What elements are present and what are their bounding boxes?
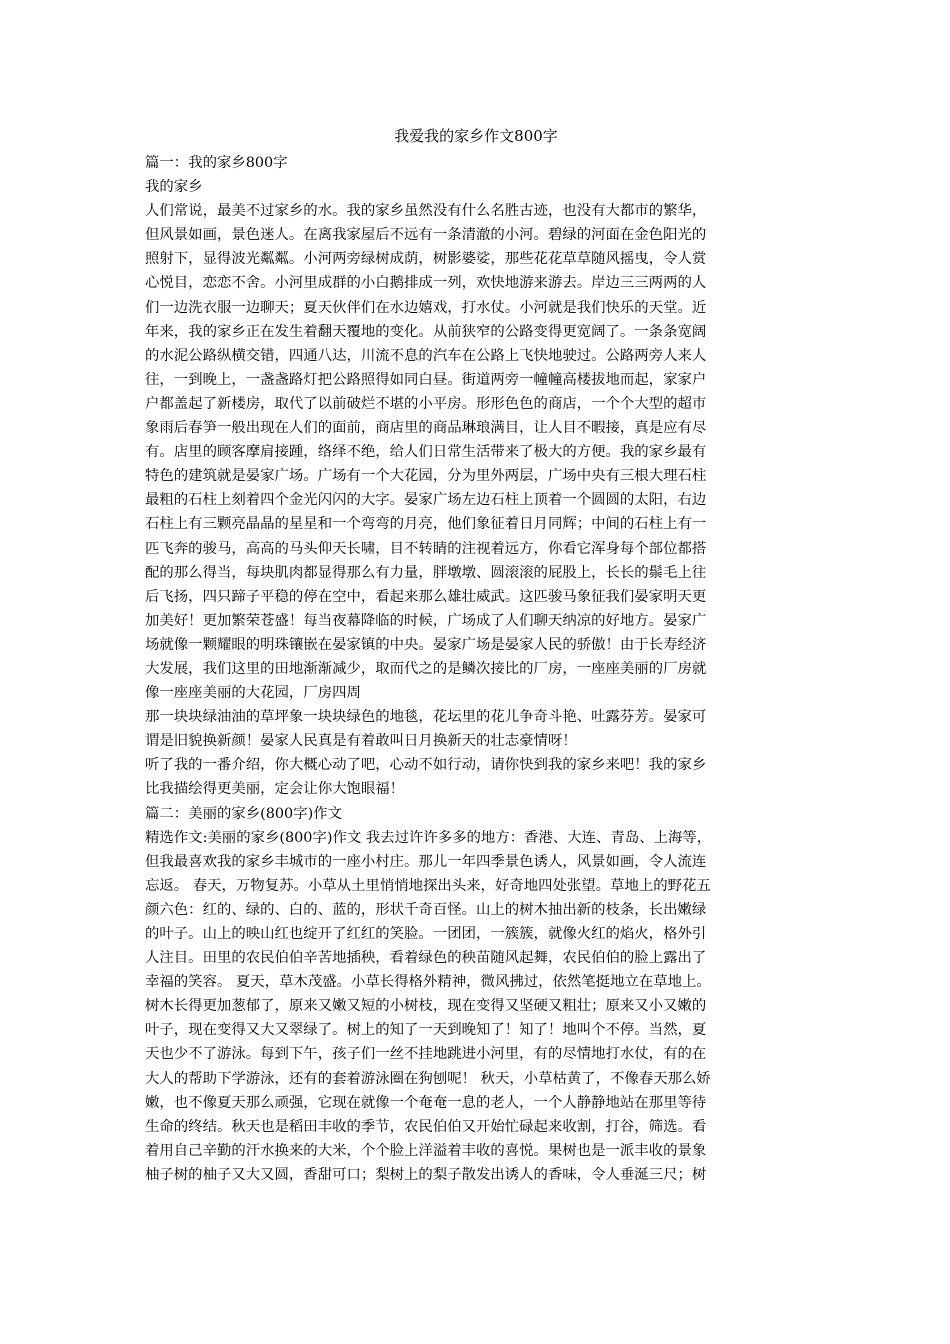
text-line: 人注目。田里的农民伯伯辛苦地插秧，看着绿色的秧苗随风起舞，农民伯伯的脸上露出了 [145, 950, 707, 967]
text-line: 有。店里的顾客摩肩接踵，络绎不绝，给人们日常生活带来了极大的方便。我的家乡最有 [145, 444, 707, 461]
text-line: 户都盖起了新楼房，取代了以前破烂不堪的小平房。形形色色的商店，一个个大型的超市 [145, 395, 707, 412]
text-line: 篇二：美丽的家乡(800字)作文 [145, 805, 342, 822]
text-line: 往，一到晚上，一盏盏路灯把公路照得如同白昼。街道两旁一幢幢高楼拔地而起，家家户 [145, 371, 707, 388]
text-line: 的叶子。山上的映山红也绽开了红红的笑脸。一团团，一簇簇，就像火红的焰火，格外引 [145, 926, 707, 942]
text-line: 树木长得更加葱郁了，原来又嫩又短的小树枝，现在变得又坚硬又粗壮；原来又小又嫩的 [145, 998, 707, 1015]
text-line: 后飞扬，四只蹄子平稳的停在空中，看起来那么雄壮威武。这匹骏马象征我们晏家明天更 [145, 588, 707, 605]
text-line: 但风景如画，景色迷人。在离我家屋后不远有一条清澈的小河。碧绿的河面在金色阳光的 [145, 227, 707, 244]
text-line: 幸福的笑容。 夏天，草木茂盛。小草长得格外精神，微风拂过，依然笔挺地立在草地上。 [145, 974, 711, 991]
text-line: 叶子，现在变得又大又翠绿了。树上的知了一天到晚知了！知了！地叫个不停。当然，夏 [145, 1022, 707, 1039]
text-line: 们一边洗衣服一边聊天；夏天伙伴们在水边嬉戏，打水仗。小河就是我们快乐的天堂。近 [145, 299, 707, 316]
text-line: 石柱上有三颗亮晶晶的星星和一个弯弯的月亮，他们象征着日月同辉；中间的石柱上有一 [145, 516, 707, 533]
text-line: 颜六色：红的、绿的、白的、蓝的，形状千奇百怪。山上的树木抽出新的枝条，长出嫩绿 [145, 901, 707, 918]
text-line: 嫩，也不像夏天那么顽强，它现在就像一个奄奄一息的老人，一个人静静地站在那里等待 [145, 1094, 707, 1111]
text-line: 但我最喜欢我的家乡丰城市的一座小村庄。那儿一年四季景色诱人，风景如画，令人流连 [145, 853, 707, 870]
text-line: 忘返。 春天，万物复苏。小草从土里悄悄地探出头来，好奇地四处张望。草地上的野花五 [145, 877, 711, 894]
text-line: 场就像一颗耀眼的明珠镶嵌在晏家镇的中央。晏家广场是晏家人民的骄傲！由于长寿经济 [145, 636, 707, 653]
text-line: 象雨后春笋一般出现在人们的面前，商店里的商品琳琅满目，让人目不暇接，真是应有尽 [145, 420, 707, 437]
text-line: 比我描绘得更美丽，定会让你大饱眼福！ [145, 781, 405, 798]
text-line: 心悦目，恋恋不舍。小河里成群的小白鹅排成一列，欢快地游来游去。岸边三三两两的人 [145, 275, 707, 292]
text-line: 像一座座美丽的大花园，厂房四周 [145, 685, 361, 702]
text-line: 精选作文:美丽的家乡(800字)作文 我去过许许多多的地方：香港、大连、青岛、上海等， [145, 829, 712, 846]
text-line: 那一块块绿油油的草坪象一块块绿色的地毯，花坛里的花儿争奇斗艳、吐露芬芳。晏家可 [145, 709, 707, 726]
text-line: 听了我的一番介绍，你大概心动了吧，心动不如行动，请你快到我的家乡来吧！我的家乡 [145, 757, 707, 774]
text-line: 年来，我的家乡正在发生着翻天覆地的变化。从前狭窄的公路变得更宽阔了。一条条宽阔 [145, 323, 707, 340]
text-line: 加美好！更加繁荣苍盛！每当夜幕降临的时候，广场成了人们聊天纳凉的好地方。晏家广 [145, 612, 707, 629]
text-line: 照射下，显得波光粼粼。小河两旁绿树成荫，树影婆娑，那些花花草草随风摇曳，令人赏 [145, 251, 707, 268]
text-line: 人们常说，最美不过家乡的水。我的家乡虽然没有什么名胜古迹，也没有大都市的繁华， [145, 203, 707, 220]
document-body [145, 151, 807, 1187]
text-line: 篇一：我的家乡800字 [145, 155, 288, 171]
text-line: 配的那么得当，每块肌肉都显得那么有力量，胖墩墩、圆滚滚的屁股上，长长的鬃毛上往 [145, 564, 707, 581]
text-line: 天也少不了游泳。每到下午，孩子们一丝不挂地跳进小河里，有的尽情地打水仗，有的在 [145, 1046, 707, 1063]
text-line: 特色的建筑就是晏家广场。广场有一个大花园，分为里外两层，广场中央有三根大理石柱 [145, 468, 707, 485]
text-line: 大发展，我们这里的田地渐渐减少，取而代之的是鳞次接比的厂房，一座座美丽的厂房就 [145, 660, 707, 677]
text-line: 生命的终结。秋天也是稻田丰收的季节，农民伯伯又开始忙碌起来收割，打谷，筛选。看 [145, 1118, 707, 1135]
text-line: 着用自己辛勤的汗水换来的大米，个个脸上洋溢着丰收的喜悦。果树也是一派丰收的景象 [145, 1142, 707, 1159]
text-line: 最粗的石柱上刻着四个金光闪闪的大字。晏家广场左边石柱上顶着一个圆圆的太阳，右边 [145, 492, 707, 509]
text-line: 匹飞奔的骏马，高高的马头仰天长啸，目不转睛的注视着远方，你看它浑身每个部位都搭 [145, 540, 707, 557]
text-line: 我的家乡 [145, 179, 203, 196]
text-line: 谓是旧貌换新颜！晏家人民真是有着敢叫日月换新天的壮志豪情呀！ [145, 733, 577, 750]
text-line: 大人的帮助下学游泳，还有的套着游泳圈在狗刨呢！ 秋天，小草枯黄了，不像春天那么娇 [145, 1070, 711, 1087]
text-line: 柚子树的柚子又大又圆，香甜可口；梨树上的梨子散发出诱人的香味，令人垂涎三尺；树 [145, 1166, 707, 1183]
text-line: 的水泥公路纵横交错，四通八达，川流不息的汽车在公路上飞快地驶过。公路两旁人来人 [145, 347, 707, 364]
document-page [145, 121, 807, 1187]
document-title: 我爱我的家乡作文800字 [394, 127, 558, 145]
